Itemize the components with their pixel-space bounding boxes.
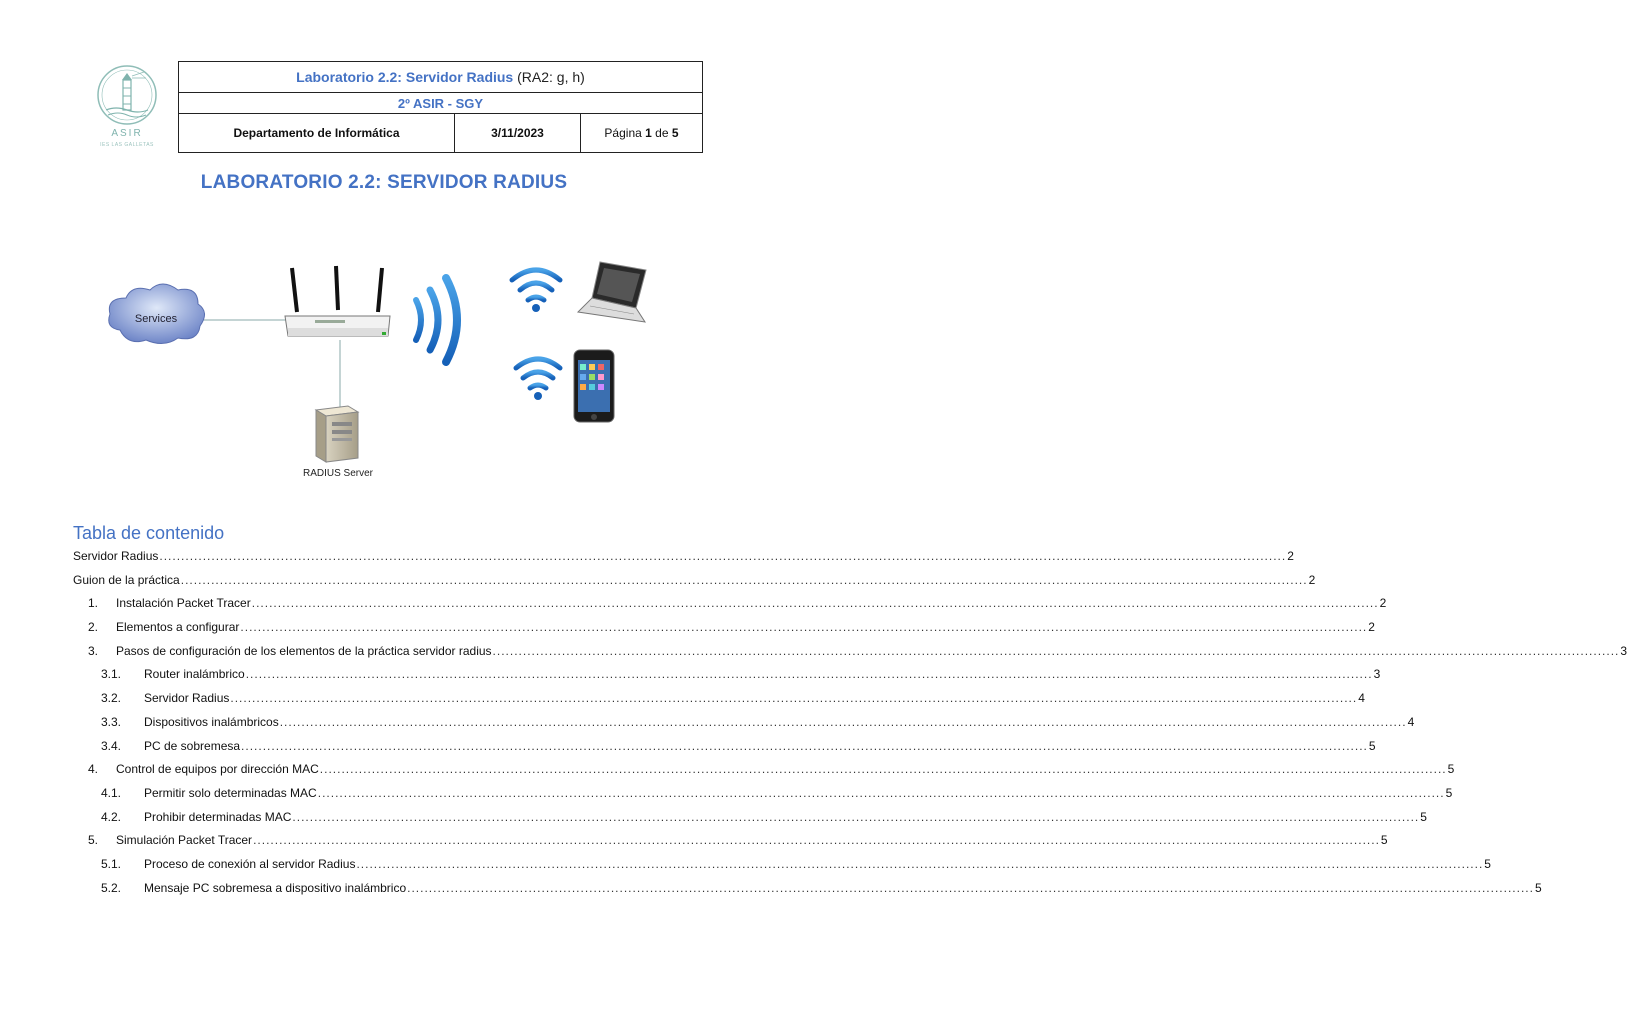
page-current: 1 bbox=[645, 126, 652, 140]
toc-entry-label: Dispositivos inalámbricos bbox=[144, 714, 279, 729]
toc-entry-number: 4.1. bbox=[101, 785, 122, 800]
toc-leader-dots: .................................................................................................................................................................................................................................................................... bbox=[253, 833, 1380, 848]
toc-entry-page: 5 bbox=[1447, 762, 1455, 777]
page-number-cell bbox=[581, 114, 703, 153]
toc-entry-label: Permitir solo determinadas MAC bbox=[144, 785, 317, 800]
toc-entry[interactable] bbox=[73, 830, 1388, 854]
toc-entry-label: Proceso de conexión al servidor Radius bbox=[144, 856, 356, 871]
toc-entry[interactable] bbox=[73, 878, 1542, 902]
toc-entry-number: 4.2. bbox=[101, 809, 122, 824]
toc-entry[interactable] bbox=[73, 593, 1387, 617]
toc-entry[interactable] bbox=[73, 783, 1453, 807]
toc-entry-number: 3. bbox=[88, 643, 99, 658]
toc-entry-label: Mensaje PC sobremesa a dispositivo inalámbrico bbox=[144, 880, 407, 895]
toc-entry-page: 2 bbox=[1287, 549, 1294, 563]
server-label: RADIUS Server bbox=[302, 468, 374, 479]
header-table bbox=[178, 61, 703, 153]
toc-leader-dots: .................................................................................................................................................................................................................................................................... bbox=[241, 738, 1368, 753]
wireless-router-icon bbox=[285, 266, 390, 336]
toc-entry-number: 3.2. bbox=[101, 691, 122, 706]
toc-entry-number: 5.2. bbox=[101, 880, 122, 895]
logo-name: ASIR bbox=[111, 128, 143, 139]
toc-leader-dots: .................................................................................................................................................................................................................................................................... bbox=[492, 643, 1620, 658]
lab-title: Laboratorio 2.2: Servidor Radius bbox=[296, 69, 514, 85]
network-diagram bbox=[100, 250, 660, 490]
toc-entry-page: 5 bbox=[1534, 880, 1542, 895]
toc-entry[interactable] bbox=[73, 546, 1294, 570]
document-title: LABORATORIO 2.2: SERVIDOR RADIUS bbox=[200, 172, 568, 193]
department-cell: Departamento de Informática bbox=[179, 114, 455, 153]
lighthouse-icon bbox=[96, 62, 158, 128]
toc-entry-number: 3.3. bbox=[101, 714, 122, 729]
toc-entry[interactable] bbox=[73, 664, 1381, 688]
date-cell: 3/11/2023 bbox=[455, 114, 581, 153]
page-total: 5 bbox=[671, 126, 679, 140]
toc-entry-label: Instalación Packet Tracer bbox=[116, 596, 251, 611]
laptop-icon bbox=[578, 262, 646, 322]
toc-entry-number: 3.4. bbox=[101, 738, 122, 753]
toc-leader-dots: .................................................................................................................................................................................................................................................................... bbox=[230, 691, 1358, 706]
toc-leader-dots: .................................................................................................................................................................................................................................................................... bbox=[319, 762, 1447, 777]
toc-heading: Tabla de contenido bbox=[73, 523, 225, 543]
toc-entry-label: Servidor Radius bbox=[144, 691, 230, 706]
toc-entry[interactable] bbox=[73, 854, 1491, 878]
page-prefix: Página bbox=[604, 126, 642, 140]
toc-entry-label: PC de sobremesa bbox=[144, 738, 241, 753]
toc-entry-page: 2 bbox=[1308, 572, 1316, 587]
toc-entry-number: 5.1. bbox=[101, 856, 122, 871]
table-of-contents bbox=[73, 546, 1627, 901]
toc-entry-page: 5 bbox=[1445, 785, 1453, 800]
header-lab-cell bbox=[179, 62, 703, 93]
toc-entry[interactable] bbox=[73, 736, 1376, 760]
toc-leader-dots: .................................................................................................................................................................................................................................................................... bbox=[251, 596, 1379, 611]
toc-leader-dots: .................................................................................................................................................................................................................................................................... bbox=[356, 856, 1484, 871]
toc-leader-dots: .................................................................................................................................................................................................................................................................... bbox=[407, 880, 1534, 895]
toc-entry-number: 2. bbox=[88, 620, 99, 635]
toc-entry-page: 5 bbox=[1484, 856, 1491, 871]
toc-entry-page: 5 bbox=[1420, 809, 1427, 824]
toc-entry-page: 4 bbox=[1407, 714, 1415, 729]
lab-ra: (RA2: g, h) bbox=[517, 69, 585, 85]
toc-entry[interactable] bbox=[73, 688, 1365, 712]
toc-entry[interactable] bbox=[73, 641, 1627, 665]
cloud-icon bbox=[109, 284, 205, 344]
toc-leader-dots: .................................................................................................................................................................................................................................................................... bbox=[292, 809, 1420, 824]
toc-leader-dots: .................................................................................................................................................................................................................................................................... bbox=[279, 714, 1407, 729]
toc-entry-label: Router inalámbrico bbox=[144, 667, 245, 682]
toc-entry[interactable] bbox=[73, 570, 1316, 594]
toc-leader-dots: .................................................................................................................................................................................................................................................................... bbox=[245, 667, 1373, 682]
page-of: de bbox=[655, 126, 669, 140]
server-icon bbox=[316, 406, 358, 462]
toc-entry-page: 2 bbox=[1368, 620, 1375, 635]
toc-entry-label: Servidor Radius bbox=[73, 549, 159, 563]
toc-entry-page: 5 bbox=[1380, 833, 1388, 848]
toc-entry-label: Prohibir determinadas MAC bbox=[144, 809, 292, 824]
toc-entry-number: 3.1. bbox=[101, 667, 122, 682]
toc-entry-page: 2 bbox=[1379, 596, 1387, 611]
toc-entry-number: 4. bbox=[88, 762, 99, 777]
cloud-label: Services bbox=[134, 313, 178, 325]
toc-entry-label: Control de equipos por dirección MAC bbox=[116, 762, 319, 777]
toc-entry-label: Simulación Packet Tracer bbox=[116, 833, 253, 848]
toc-entry-label: Elementos a configurar bbox=[116, 620, 240, 635]
toc-entry-page: 5 bbox=[1368, 738, 1376, 753]
toc-leader-dots: .................................................................................................................................................................................................................................................................... bbox=[317, 785, 1445, 800]
toc-entry[interactable] bbox=[73, 759, 1455, 783]
course-cell: 2º ASIR - SGY bbox=[179, 93, 703, 114]
toc-entry-number: 5. bbox=[88, 833, 99, 848]
toc-entry-number: 1. bbox=[88, 596, 99, 611]
toc-leader-dots: .................................................................................................................................................................................................................................................................... bbox=[159, 549, 1287, 563]
toc-entry[interactable] bbox=[73, 617, 1375, 641]
logo-subtitle: IES LAS GALLETAS bbox=[100, 142, 154, 148]
toc-entry-label: Pasos de configuración de los elementos de la práctica servidor radius bbox=[116, 643, 492, 658]
smartphone-icon bbox=[574, 350, 614, 422]
wifi-waves-icon bbox=[416, 278, 457, 362]
wifi-signal-icon bbox=[516, 359, 560, 400]
toc-leader-dots: .................................................................................................................................................................................................................................................................... bbox=[180, 572, 1308, 587]
toc-entry-label: Guion de la práctica bbox=[73, 572, 180, 587]
toc-entry-page: 4 bbox=[1358, 691, 1365, 706]
toc-entry[interactable] bbox=[73, 712, 1415, 736]
toc-entry-page: 3 bbox=[1620, 643, 1627, 658]
toc-entry[interactable] bbox=[73, 807, 1427, 831]
toc-entry-page: 3 bbox=[1373, 667, 1381, 682]
toc-leader-dots: .................................................................................................................................................................................................................................................................... bbox=[240, 620, 1368, 635]
wifi-signal-icon bbox=[512, 270, 560, 312]
